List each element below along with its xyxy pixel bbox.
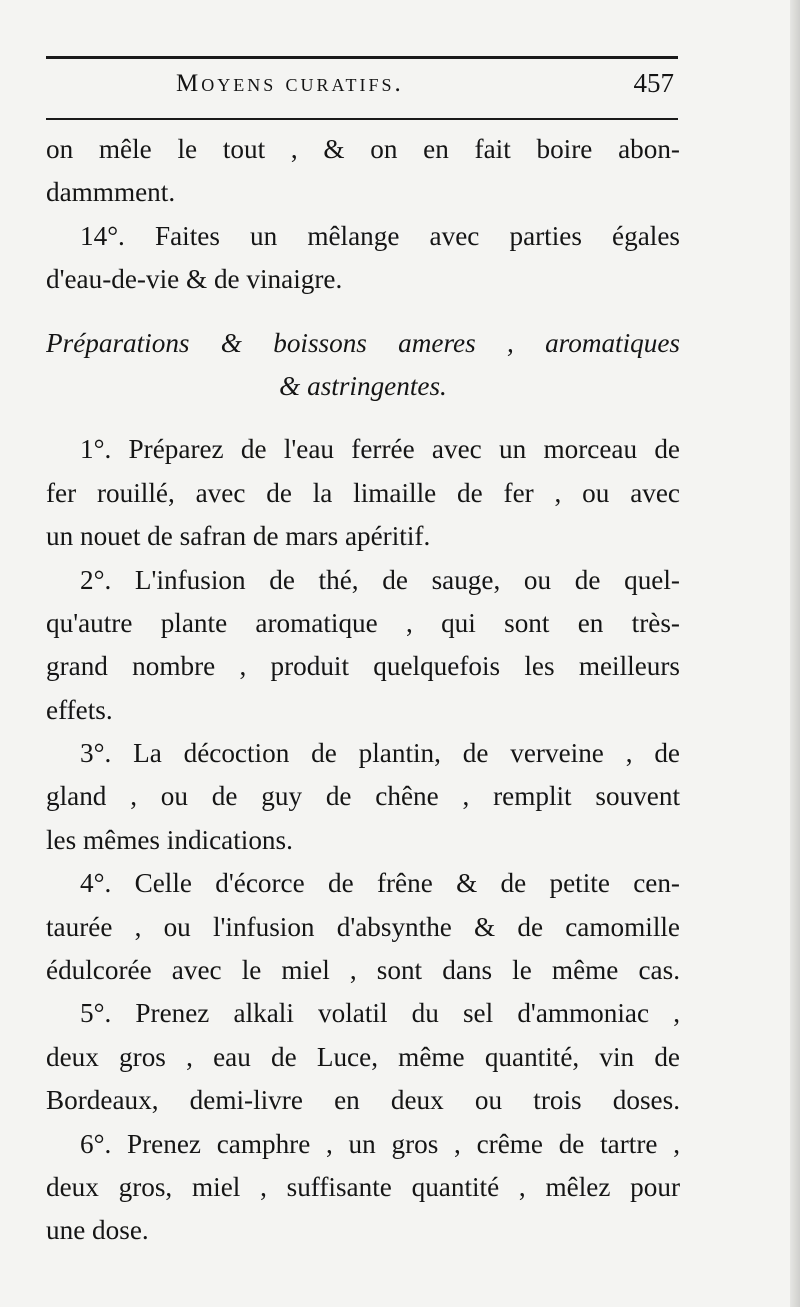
text-line: Bordeaux, demi-livre en deux ou trois doses. — [46, 1085, 680, 1116]
text-line: une dose. — [46, 1215, 149, 1246]
text-line: on mêle le tout , & on en fait boire abon- — [46, 134, 680, 164]
text-line: dammment. — [46, 177, 176, 208]
page-edge — [790, 0, 800, 1307]
text-line: 14°. Faites un mêlange avec parties égales — [80, 220, 680, 251]
text-line: fer rouillé, avec de la limaille de fer , ou avec — [46, 477, 680, 508]
text-line: 4°. Celle d'écorce de frêne & de petite cen- — [80, 868, 680, 899]
text-line: deux gros, miel , suffisante quantité , mêlez pour — [46, 1171, 680, 1202]
text-line: qu'autre plante aromatique , qui sont en très- — [46, 607, 680, 638]
text-line: 1°. Préparez de l'eau ferrée avec un morceau de — [80, 434, 680, 465]
text-line: un nouet de safran de mars apéritif. — [46, 521, 431, 552]
text-line: grand nombre , produit quelquefois les meilleurs — [46, 651, 680, 682]
section-gap — [46, 408, 680, 428]
page-number: 457 — [633, 68, 674, 98]
page-body — [46, 128, 680, 1253]
text-line: les mêmes indications. — [46, 824, 293, 855]
text-line: effets. — [46, 694, 113, 725]
header-top-rule — [46, 56, 678, 59]
section-gap — [46, 302, 680, 322]
running-title: Moyens curatifs. — [176, 70, 404, 97]
text-line: édulcorée avec le miel , sont dans le même cas. — [46, 955, 680, 986]
text-line: 6°. Prenez camphre , un gros , crême de tartre , — [80, 1128, 680, 1159]
text-line: 5°. Prenez alkali volatil du sel d'ammoniac , — [80, 998, 680, 1029]
section-heading: Préparations & boissons ameres , aromatiques — [46, 327, 680, 358]
text-line: 3°. La décoction de plantin, de verveine , de — [80, 738, 680, 769]
header-bottom-rule — [46, 118, 678, 120]
text-line: deux gros , eau de Luce, même quantité, vin de — [46, 1041, 680, 1072]
text-line: 2°. L'infusion de thé, de sauge, ou de quel- — [80, 564, 680, 595]
section-heading-continued: & astringentes. — [279, 370, 447, 401]
text-line: gland , ou de guy de chêne , remplit souvent — [46, 781, 680, 812]
text-line: taurée , ou l'infusion d'absynthe & de camomille — [46, 911, 680, 942]
text-line: d'eau-de-vie & de vinaigre. — [46, 264, 343, 295]
page-header — [46, 64, 678, 112]
